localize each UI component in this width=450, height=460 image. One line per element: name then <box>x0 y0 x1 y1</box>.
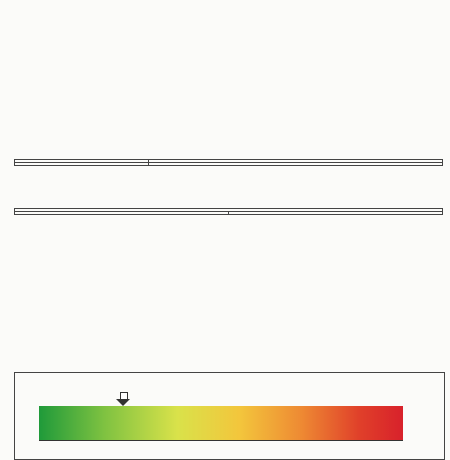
assessment-col2 <box>229 212 443 215</box>
ep-scale-box <box>14 372 445 460</box>
assessment-col1 <box>15 212 229 215</box>
ep-axis <box>15 440 444 458</box>
station-label <box>15 163 149 166</box>
ep-color-scale <box>39 406 403 440</box>
validity-table <box>14 159 443 166</box>
assessment-table <box>14 208 443 215</box>
station-value <box>149 163 443 166</box>
